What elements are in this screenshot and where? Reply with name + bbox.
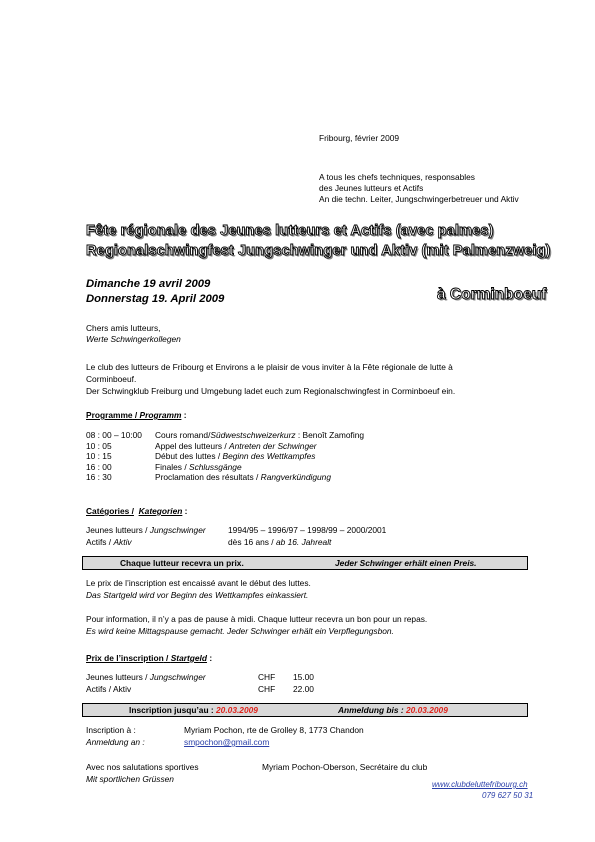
programme-activity: Proclamation des résultats / Rangverkündigung	[155, 472, 331, 482]
programme-row	[86, 472, 364, 483]
fee-info-fr: Le prix de l’inscription est encaissé avant le début des luttes.	[86, 578, 311, 588]
fee-actifs-label: Actifs / Aktiv	[86, 684, 132, 694]
programme-row	[86, 462, 364, 473]
programme-activity: Finales / Schlussgänge	[155, 461, 242, 472]
programme-time: 10 : 15	[86, 451, 112, 461]
recipients-line-3: An die techn. Leiter, Jungschwingerbetreuer und Aktiv	[319, 194, 519, 204]
prize-text-de: Jeder Schwinger erhält einen Preis.	[335, 558, 477, 568]
event-date-de: Donnerstag 19. April 2009	[86, 293, 225, 305]
registration-email-link[interactable]: smpochon@gmail.com	[184, 737, 270, 747]
programme-activity: Cours romand/Südwestschweizerkurz : Benoît Zamofing	[155, 430, 365, 440]
programme-time: 10 : 05	[86, 440, 112, 451]
fee-actifs-amount: 22.00	[293, 684, 314, 694]
programme-table	[86, 430, 364, 483]
intro-fr-line1: Le club des lutteurs de Fribourg et Environs a le plaisir de vous inviter à la Fête régionale de lutte à	[86, 362, 453, 372]
place-date: Fribourg, février 2009	[319, 133, 400, 143]
event-date-fr: Dimanche 19 avril 2009	[86, 278, 211, 290]
meal-info-de: Es wird keine Mittagspause gemacht. Jeder Schwinger erhält ein Verpflegungsbon.	[86, 626, 394, 636]
categories-heading: Catégories / Kategorien :	[86, 506, 188, 516]
recipients-line-2: des Jeunes lutteurs et Actifs	[319, 183, 424, 193]
prize-text-fr: Chaque lutteur recevra un prix.	[120, 558, 244, 568]
fee-juniors-currency: CHF	[258, 672, 276, 682]
programme-row	[86, 451, 364, 462]
category-juniors-value: 1994/95 – 1996/97 – 1998/99 – 2000/2001	[228, 525, 387, 535]
programme-time: 16 : 00	[86, 461, 112, 472]
programme-time: 16 : 30	[86, 472, 112, 482]
recipients-line-1: A tous les chefs techniques, responsables	[319, 172, 475, 182]
programme-row	[86, 441, 364, 452]
fee-info-de: Das Startgeld wird vor Beginn des Wettkampfes einkassiert.	[86, 590, 309, 600]
registration-address: Myriam Pochon, rte de Grolley 8, 1773 Chandon	[184, 725, 364, 735]
greeting-fr: Chers amis lutteurs,	[86, 323, 161, 333]
phone-number: 079 627 50 31	[482, 791, 534, 800]
event-location: à Corminboeuf	[437, 286, 547, 303]
programme-row	[86, 430, 364, 441]
title-de: Regionalschwingfest Jungschwinger und Aktiv (mit Palmenzweig)	[86, 243, 551, 259]
programme-heading: Programme / Programm :	[86, 410, 187, 420]
fee-juniors-label: Jeunes lutteurs / Jungschwinger	[86, 672, 206, 682]
closing-de: Mit sportlichen Grüssen	[86, 774, 174, 784]
programme-activity: Début des luttes / Beginn des Wettkampfes	[155, 451, 316, 461]
registration-label-fr: Inscription à :	[86, 725, 136, 735]
category-juniors-label: Jeunes lutteurs / Jungschwinger	[86, 525, 206, 535]
category-actifs-value: dès 16 ans / ab 16. Jahrealt	[228, 537, 332, 547]
fees-heading: Prix de l’inscription / Startgeld :	[86, 653, 213, 663]
intro-fr-line2: Corminboeuf.	[86, 374, 137, 384]
website-link[interactable]: www.clubdeluttefribourg.ch	[432, 780, 528, 789]
intro-de: Der Schwingklub Freiburg und Umgebung ladet euch zum Regionalschwingfest in Corminboeuf ein.	[86, 386, 456, 396]
deadline-fr: Inscription jusqu’au : 20.03.2009	[129, 705, 258, 715]
title-fr: Fête régionale des Jeunes lutteurs et Actifs (avec palmes)	[86, 223, 494, 239]
deadline-de: Anmeldung bis : 20.03.2009	[338, 705, 448, 715]
closing-fr: Avec nos salutations sportives	[86, 762, 199, 772]
programme-activity: Appel des lutteurs / Antreten der Schwinger	[155, 440, 317, 451]
category-actifs-label: Actifs / Aktiv	[86, 537, 132, 547]
registration-label-de: Anmeldung an :	[86, 737, 145, 747]
meal-info-fr: Pour information, il n’y a pas de pause à midi. Chaque lutteur recevra un bon pour un repas.	[86, 614, 428, 624]
fee-actifs-currency: CHF	[258, 684, 276, 694]
signature: Myriam Pochon-Oberson, Secrétaire du club	[262, 762, 428, 772]
programme-time: 08 : 00 – 10:00	[86, 430, 142, 440]
fee-juniors-amount: 15.00	[293, 672, 314, 682]
greeting-de: Werte Schwingerkollegen	[86, 334, 181, 344]
